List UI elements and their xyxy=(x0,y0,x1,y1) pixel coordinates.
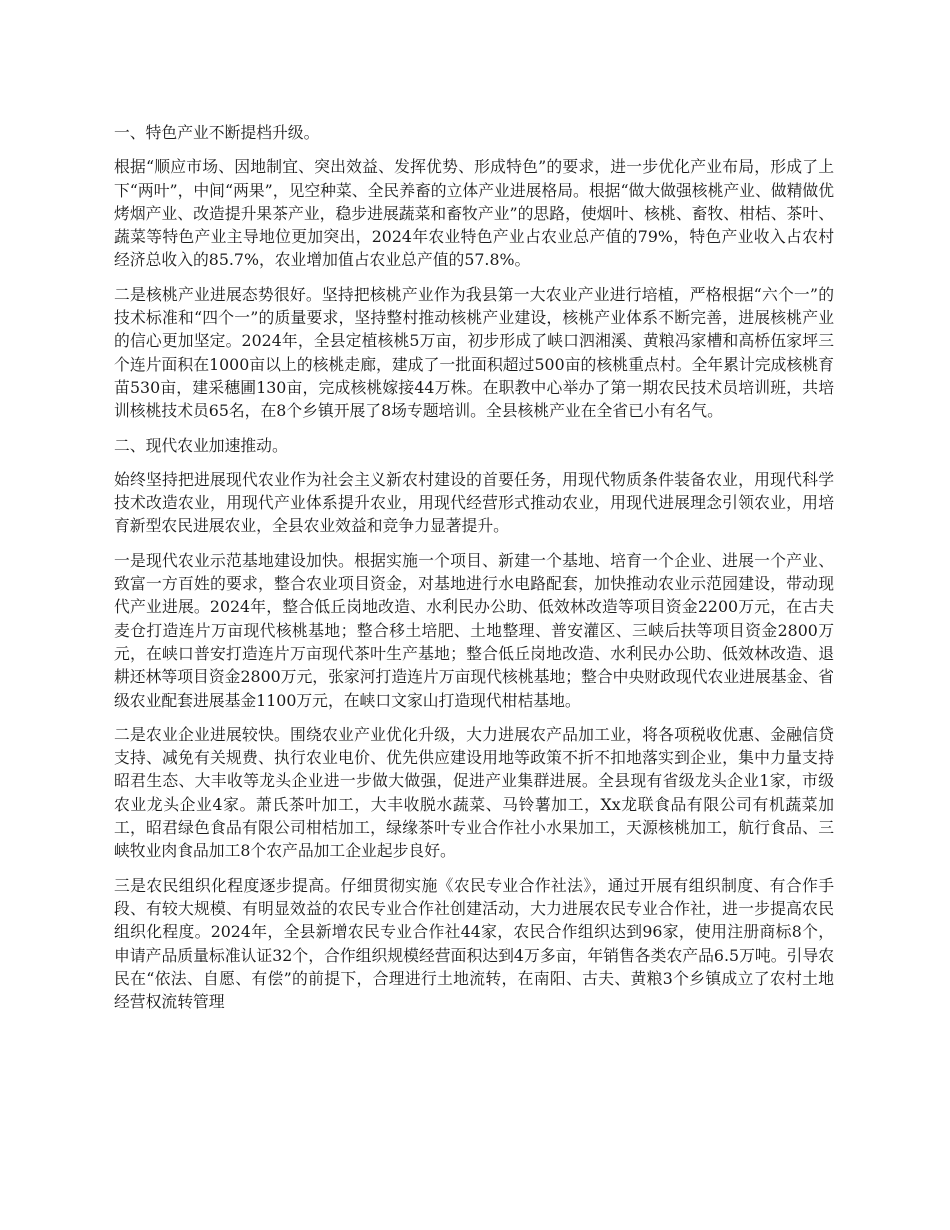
paragraph-walnut-industry: 二是核桃产业进展态势很好。坚持把核桃产业作为我县第一大农业产业进行培植，严格根据“六个一”的技术标准和“四个一”的质量要求，坚持整村推动核桃产业建设，核桃产业体系不断完善，进展核桃产业的信心更加坚定。2024年，全县定植核桃5万亩，初步形成了峡口泗湘溪、黄粮冯家槽和高桥伍家坪三个连片面积在1000亩以上的核桃走廊，建成了一批面积超过500亩的核桃重点村。全年累计完成核桃育苗530亩，建采穗圃130亩，完成核桃嫁接44万株。在职教中心举办了第一期农民技术员培训班，共培训核桃技术员65名，在8个乡镇开展了8场专题培训。全县核桃产业在全省已小有名气。 xyxy=(114,284,834,421)
document-body xyxy=(114,121,834,1024)
paragraph-specialty-industry: 根据“顺应市场、因地制宜、突出效益、发挥优势、形成特色”的要求，进一步优化产业布局，形成了上下“两叶”，中间“两果”，见空种菜、全民养畜的立体产业进展格局。根据“做大做强核桃产业、做精做优烤烟产业、改造提升果茶产业，稳步进展蔬菜和畜牧产业”的思路，使烟叶、核桃、畜牧、柑桔、茶叶、蔬菜等特色产业主导地位更加突出，2024年农业特色产业占农业总产值的79%，特色产业收入占农村经济总收入的85.7%，农业增加值占农业总产值的57.8%。 xyxy=(114,157,834,270)
paragraph-farmer-organization: 三是农民组织化程度逐步提高。仔细贯彻实施《农民专业合作社法》，通过开展有组织制度、有合作手段、有较大规模、有明显效益的农民专业合作社创建活动，大力进展农民专业合作社，进一步提高农民组织化程度。2024年，全县新增农民专业合作社44家，农民合作组织达到96家，使用注册商标8个，申请产品质量标准认证32个，合作组织规模经营面积达到4万多亩，年销售各类农产品6.5万吨。引导农民在“依法、自愿、有偿”的前提下，合理进行土地流转，在南阳、古夫、黄粮3个乡镇成立了农村土地经营权流转管理 xyxy=(114,875,834,1012)
section-heading-2: 二、现代农业加速推动。 xyxy=(114,435,288,455)
section-heading-1: 一、特色产业不断提档升级。 xyxy=(114,123,320,142)
paragraph-modern-agriculture: 始终坚持把进展现代农业作为社会主义新农村建设的首要任务，用现代物质条件装备农业，用现代科学技术改造农业，用现代产业体系提升农业，用现代经营形式推动农业，用现代进展理念引领农业，用培育新型农民进展农业，全县农业效益和竞争力显著提升。 xyxy=(114,469,834,536)
paragraph-demo-base: 一是现代农业示范基地建设加快。根据实施一个项目、新建一个基地、培育一个企业、进展一个产业、致富一方百姓的要求，整合农业项目资金，对基地进行水电路配套，加快推动农业示范园建设，带动现代产业进展。2024年，整合低丘岗地改造、水利民办公助、低效林改造等项目资金2200万元，在古夫麦仓打造连片万亩现代核桃基地；整合移土培肥、土地整理、普安灌区、三峡后扶等项目资金2800万元，在峡口普安打造连片万亩现代茶叶生产基地；整合低丘岗地改造、水利民办公助、低效林改造、退耕还林等项目资金2800万元，张家河打造连片万亩现代核桃基地；整合中央财政现代农业进展基金、省级农业配套进展基金1100万元，在峡口文家山打造现代柑桔基地。 xyxy=(114,550,834,710)
paragraph-agri-enterprise: 二是农业企业进展较快。围绕农业产业优化升级，大力进展农产品加工业，将各项税收优惠、金融信贷支持、减免有关规费、执行农业电价、优先供应建设用地等政策不折不扣地落实到企业，集中力量支持昭君生态、大丰收等龙头企业进一步做大做强，促进产业集群进展。全县现有省级龙头企业1家，市级农业龙头企业4家。萧氏茶叶加工，大丰收脱水蔬菜、马铃薯加工，Xx龙联食品有限公司有机蔬菜加工，昭君绿色食品有限公司柑桔加工，绿缘茶叶专业合作社小水果加工，天源核桃加工，航行食品、三峡牧业肉食品加工8个农产品加工企业起步良好。 xyxy=(114,724,834,861)
